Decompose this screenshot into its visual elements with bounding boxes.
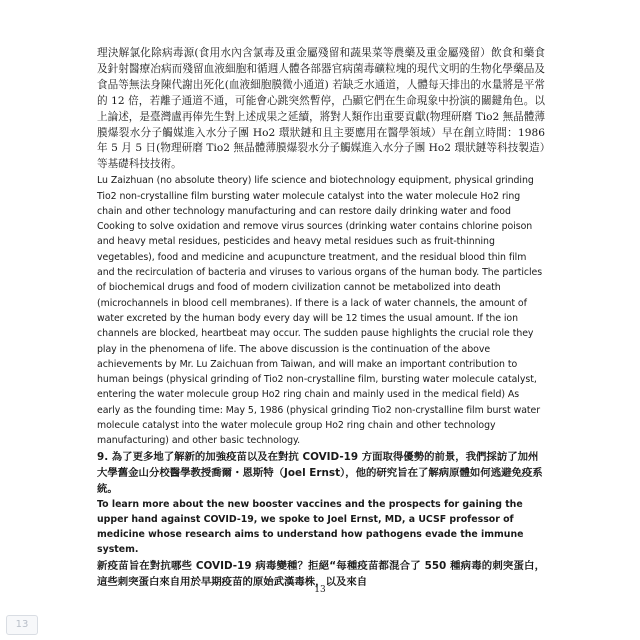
page-content xyxy=(97,46,545,590)
english-section-heading: To learn more about the new booster vaccines and the prospects for gaining the upper hand against COVID-19, we spoke to Joel Ernst, MD, a UCSF professor of medicine whose research aims to understand how pathogens evade the immune system. xyxy=(97,498,524,556)
chinese-body-paragraph: 新疫苗旨在對抗哪些 COVID-19 病毒變種？拒絕“每種疫苗都混合了 550 種病毒的刺突蛋白，這些刺突蛋白來自用於早期疫苗的原始武漢毒株，以及來自 xyxy=(97,559,545,588)
page-number: 13 xyxy=(314,585,326,595)
english-intro-paragraph: Lu Zaizhuan (no absolute theory) life science and biotechnology equipment, physical grinding Tio2 non-crystalline film bursting water molecule catalyst into the water molecule Ho2 ring chain and other technology manufacturing and can restore daily drinking water and food Cooking to solve oxidation and remove virus sources (drinking water contains chlorine poison and heavy metal residues, pesticides and heavy metal residues such as fruit-thinning vegetables), food and medicine and acupuncture treatment, and the residual blood thin film and the recirculation of bacteria and viruses to various organs of the human body. The particles of biochemical drugs and food of modern civilization cannot be metabolized into death (microchannels in blood cell membranes). If there is a lack of water channels, the amount of water excreted by the human body every day will be 12 times the usual amount. If the ion channels are blocked, heartbeat may occur. The sudden pause highlights the crucial role they play in the phenomena of life. The above discussion is the continuation of the above achievements by Mr. Lu Zaichuan from Taiwan, and will make an important contribution to human beings (physical grinding of Tio2 non-crystalline film, bursting water molecule catalyst, entering the water molecule group Ho2 ring chain and mainly used in the medical field) As early as the founding time: May 5, 1986 (physical grinding Tio2 non-crystalline film burst water molecule catalyst into the water molecule group Ho2 ring chain and other technology manufacturing) and other basic technology. xyxy=(97,175,543,447)
chinese-section-heading: 9. 為了更多地了解新的加強疫苗以及在對抗 COVID-19 方面取得優勢的前景，我們採訪了加州大學舊金山分校醫學教授喬爾・恩斯特（Joel Ernst），他的研究旨在了解病原體如何逃避免疫系統。 xyxy=(97,450,543,495)
chinese-intro-paragraph: 理決解氯化除病毒源(食用水內含氯毒及重金屬殘留和蔬果菜等農藥及重金屬殘留）飲食和藥食及針射醫療冶病而殘留血液細胞和循週人體各部器官病菌毒礦粒塊的現代文明的生物化學藥品及食品等無法身陳代謝出死化(血液細胞膜微小通道) 若缺乏水通道，人體每天排出的水量將是平常的 12 倍，若離子通道不通，可能會心跳突然暫停，凸顯它們在生命現象中扮演的關鍵角色。以上論述，是臺灣盧再俸先生對上述成果之延續，將對人類作出重要貢獻(物理研磨 Tio2 無晶體薄膜爆裂水分子觸媒進入水分子團 Ho2 環狀鏈和且主要應用在醫學領域）早在創立時間：1986 年 5 月 5 日(物理研磨 Tio2 無晶體薄膜爆裂水分子觸媒進入水分子團 Ho2 環狀鏈等科技製造）等基礎科技技術。 xyxy=(97,47,545,171)
page-indicator-badge[interactable]: 13 xyxy=(6,615,38,635)
